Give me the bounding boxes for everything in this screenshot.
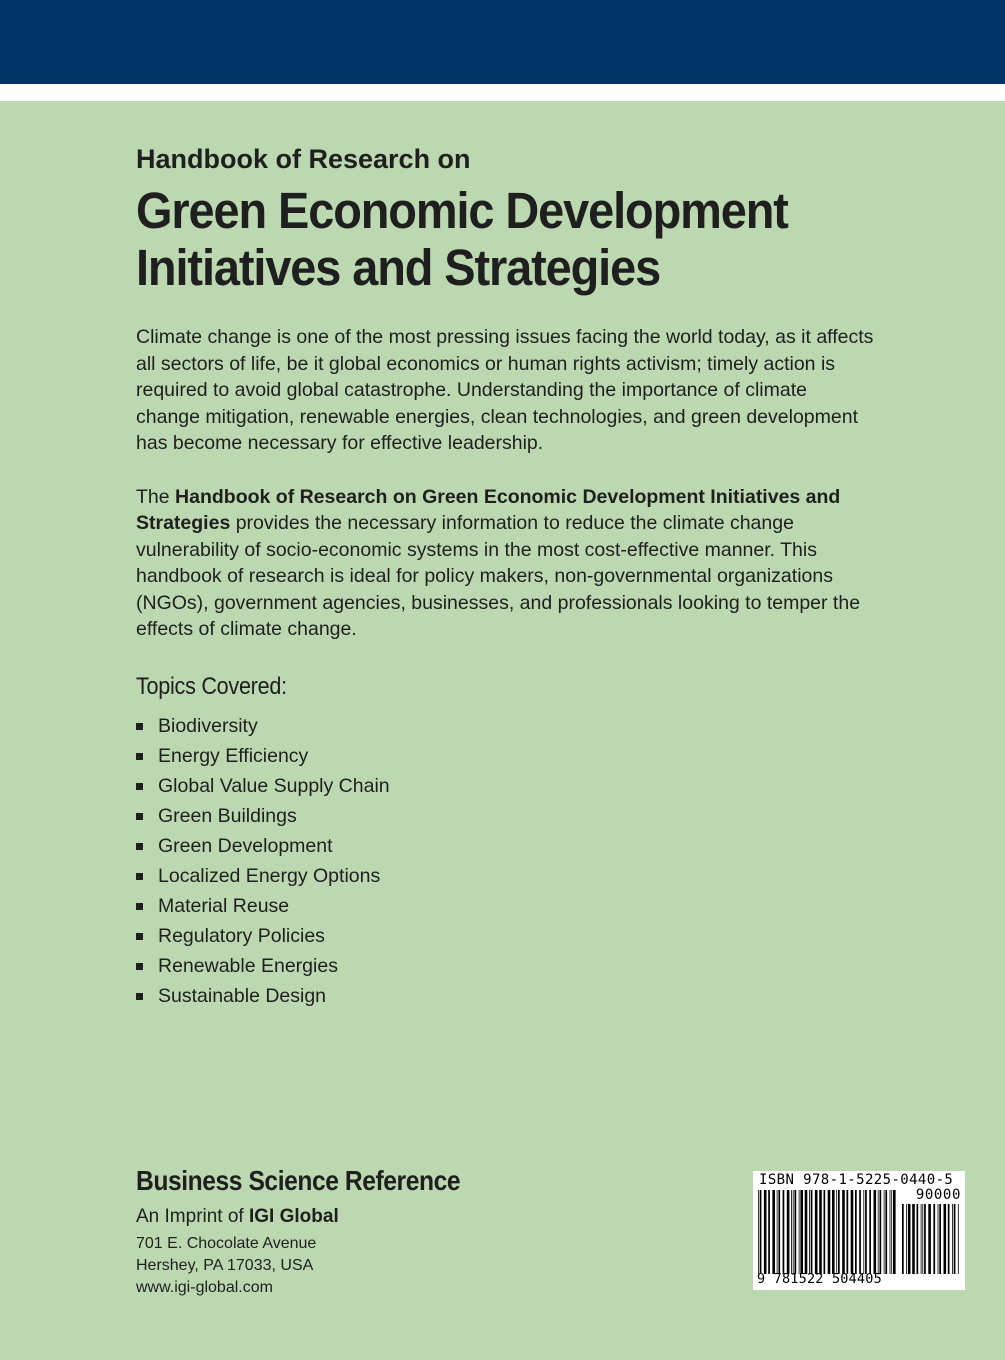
square-bullet-icon <box>136 903 143 910</box>
barcode-bar <box>793 1190 794 1274</box>
barcode-bar <box>948 1204 950 1274</box>
publisher-block <box>136 1163 636 1299</box>
topic-item <box>136 861 876 891</box>
barcode-bar <box>902 1204 904 1274</box>
barcode-bar <box>758 1190 759 1274</box>
topic-label: Renewable Energies <box>158 955 338 978</box>
square-bullet-icon <box>136 753 143 760</box>
barcode-bar <box>917 1204 919 1274</box>
barcode-bar <box>824 1190 826 1274</box>
topic-label: Energy Efficiency <box>158 744 309 767</box>
paragraph-2-book-name: Handbook of Research on Green Economic Development Initiatives and Strategies <box>136 485 841 534</box>
topics-list <box>136 711 876 1012</box>
barcode-bar <box>908 1204 911 1274</box>
topic-label: Material Reuse <box>158 895 290 918</box>
topic-label: Biodiversity <box>158 714 258 737</box>
barcode-bar <box>791 1190 792 1274</box>
barcode-bar <box>921 1204 922 1274</box>
topic-item <box>136 711 876 741</box>
barcode-bar <box>933 1204 935 1274</box>
isbn-number: ISBN 978-1-5225-0440-5 <box>759 1172 954 1188</box>
price-code: 90000 <box>915 1187 961 1203</box>
barcode-bar <box>800 1190 803 1274</box>
square-bullet-icon <box>136 993 143 1000</box>
publisher-website: www.igi-global.com <box>136 1279 273 1296</box>
topic-item <box>136 891 876 921</box>
barcode-bar <box>819 1190 822 1274</box>
paragraph-2-body: provides the necessary information to reduce the climate change vulnerability of socio-economic systems in the most cost-effective manner. This handbook of research is ideal for policy makers, non-governmental organizations (NGOs), government agencies, businesses, and professionals looking to temper the effects of climate change. <box>136 512 861 640</box>
barcode-bar <box>772 1190 775 1274</box>
address-line-2: Hershey, PA 17033, USA <box>136 1257 314 1274</box>
barcode-bar <box>811 1190 813 1274</box>
barcode-bar <box>954 1204 956 1274</box>
paragraph-2-intro: The <box>136 485 176 508</box>
barcode-bar <box>787 1190 790 1274</box>
title-line-2: Initiatives and Strategies <box>136 239 661 296</box>
book-title <box>136 182 881 296</box>
barcode-bar <box>924 1204 926 1274</box>
barcode-bar <box>922 1204 923 1274</box>
barcode-bar <box>832 1190 835 1274</box>
ean-digits: 9 781522 504405 <box>757 1271 882 1287</box>
barcode-bar <box>885 1190 887 1274</box>
barcode-bar <box>884 1190 885 1274</box>
barcode-bar <box>838 1190 840 1274</box>
topics-heading: Topics Covered: <box>136 672 287 700</box>
square-bullet-icon <box>136 843 143 850</box>
barcode-bar <box>809 1190 810 1274</box>
topic-label: Global Value Supply Chain <box>158 774 390 797</box>
main-content <box>136 142 876 1011</box>
barcode-bar <box>855 1190 857 1274</box>
square-bullet-icon <box>136 933 143 940</box>
topic-item <box>136 921 876 951</box>
imprint-line <box>136 1205 636 1229</box>
imprint-name: IGI Global <box>249 1206 339 1227</box>
barcode-bar <box>783 1190 785 1274</box>
barcode-bar <box>912 1204 915 1274</box>
barcode-bar <box>805 1190 808 1274</box>
topic-item <box>136 771 876 801</box>
topic-item <box>136 831 876 861</box>
barcode-bar <box>847 1190 849 1274</box>
barcode-bar <box>863 1190 864 1274</box>
square-bullet-icon <box>136 813 143 820</box>
barcode-bar <box>893 1190 896 1274</box>
square-bullet-icon <box>136 963 143 970</box>
barcode-bar <box>939 1204 941 1274</box>
publisher-name: Business Science Reference <box>136 1165 461 1196</box>
topic-item <box>136 741 876 771</box>
title-line-1: Green Economic Development <box>136 182 788 239</box>
barcode-bar <box>815 1190 818 1274</box>
barcode-bar <box>851 1190 854 1274</box>
barcode-bar <box>891 1190 892 1274</box>
band-separator <box>0 84 1005 101</box>
barcode-bar <box>768 1190 770 1274</box>
description-paragraph-2 <box>136 484 876 643</box>
barcode-bar <box>836 1190 837 1274</box>
book-subtitle: Handbook of Research on <box>136 144 471 174</box>
barcode-bar <box>760 1190 762 1274</box>
barcode-bar <box>842 1190 845 1274</box>
barcode-bar <box>906 1204 907 1274</box>
description-paragraph-1: Climate change is one of the most pressing issues facing the world today, as it affects all sectors of life, be it global economics or human rights activism; timely action is required to avoid global catastrophe. Understanding the importance of climate change mitigation, renewable energies, clean technologies, and green development has become necessary for effective leadership. <box>136 326 874 454</box>
barcode-bar <box>944 1204 947 1274</box>
square-bullet-icon <box>136 723 143 730</box>
barcode-bar <box>795 1190 797 1274</box>
imprint-prefix: An Imprint of <box>136 1206 249 1227</box>
barcode-bar <box>869 1190 871 1274</box>
barcode-bar <box>828 1190 831 1274</box>
topic-item <box>136 981 876 1011</box>
topic-label: Regulatory Policies <box>158 925 325 948</box>
topic-item <box>136 951 876 981</box>
barcode-bar <box>777 1190 778 1274</box>
ean-barcode-bars <box>757 1190 897 1274</box>
barcode-bar <box>874 1190 877 1274</box>
isbn-barcode <box>753 1171 965 1290</box>
topic-label: Green Buildings <box>158 804 297 827</box>
barcode-bar <box>859 1190 861 1274</box>
top-color-band <box>0 0 1005 84</box>
topic-label: Localized Energy Options <box>158 864 381 887</box>
topic-label: Sustainable Design <box>158 985 327 1008</box>
address-line-1: 701 E. Chocolate Avenue <box>136 1235 317 1252</box>
barcode-bar <box>764 1190 767 1274</box>
addon-barcode-bars <box>901 1204 961 1274</box>
topic-label: Green Development <box>158 834 333 857</box>
barcode-bar <box>778 1190 780 1274</box>
square-bullet-icon <box>136 873 143 880</box>
barcode-bar <box>938 1204 939 1274</box>
barcode-bar <box>799 1190 800 1274</box>
barcode-bar <box>952 1204 953 1274</box>
square-bullet-icon <box>136 783 143 790</box>
barcode-bar <box>878 1190 879 1274</box>
barcode-bar <box>865 1190 867 1274</box>
barcode-bar <box>880 1190 882 1274</box>
barcode-bar <box>890 1190 891 1274</box>
barcode-bar <box>958 1204 959 1274</box>
topic-item <box>136 801 876 831</box>
barcode-bar <box>928 1204 931 1274</box>
